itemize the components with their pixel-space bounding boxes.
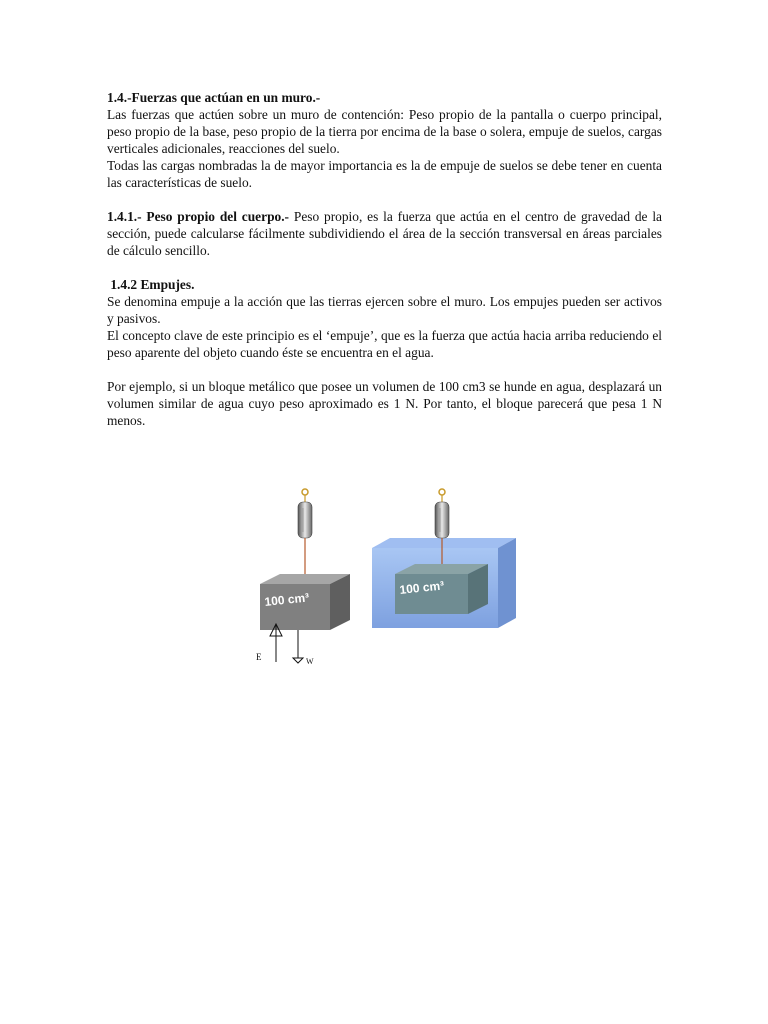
spring-scale-left — [298, 502, 312, 538]
block-in-water-group — [372, 489, 516, 628]
section-1-4-2-heading: 1.4.2 Empujes. — [107, 277, 195, 292]
buoyancy-figure — [240, 482, 530, 672]
buoyancy-illustration — [240, 482, 530, 672]
spring-scale-right — [435, 502, 449, 538]
hook-icon-left — [302, 489, 308, 495]
section-1-4-2-paragraph-2: El concepto clave de este principio es el ‘empuje’, que es la fuerza que actúa hacia arriba reduciendo el peso aparente del objeto cuando éste se encuentra en el agua. — [107, 328, 662, 360]
block-label-right: 100 cm³ — [398, 578, 445, 597]
section-1-4-2-paragraph-3: Por ejemplo, si un bloque metálico que posee un volumen de 100 cm3 se hunde en agua, desplazará un volumen similar de agua cuyo peso aproximado es 1 N. Por tanto, el bloque parecerá que pesa 1 N menos. — [107, 379, 662, 428]
section-1-4-1-text: Peso propio, es la fuerza que actúa en el centro de gravedad de la sección, puede calcularse fácilmente subdividiendo el área de la sección transversal en áreas parciales de cálculo sencillo. — [107, 209, 662, 258]
section-1-4-1-paragraph — [107, 208, 662, 259]
section-1-4-heading: 1.4.-Fuerzas que actúan en un muro.- — [107, 90, 321, 105]
block-label-left: 100 cm³ — [263, 590, 310, 609]
force-e-label: E — [256, 652, 262, 662]
hook-icon-right — [439, 489, 445, 495]
section-1-4-paragraph-2: Todas las cargas nombradas la de mayor importancia es la de empuje de suelos se debe tener en cuenta las características de suelo. — [107, 158, 662, 190]
section-1-4-paragraph-1: Las fuerzas que actúen sobre un muro de contención: Peso propio de la pantalla o cuerpo principal, peso propio de la base, peso propio de la tierra por encima de la base o solera, empuje de suelos, cargas verticales adicionales, reacciones del suelo. — [107, 107, 662, 156]
water-top — [372, 538, 516, 548]
document-text — [107, 89, 662, 429]
force-w-label: W — [306, 657, 314, 666]
block-in-air-group — [256, 489, 350, 666]
water-side — [498, 538, 516, 628]
section-1-4-1-heading: 1.4.1.- Peso propio del cuerpo.- — [107, 209, 290, 224]
section-1-4-2-paragraph-1: Se denomina empuje a la acción que las tierras ejercen sobre el muro. Los empujes pueden ser activos y pasivos. — [107, 294, 662, 326]
